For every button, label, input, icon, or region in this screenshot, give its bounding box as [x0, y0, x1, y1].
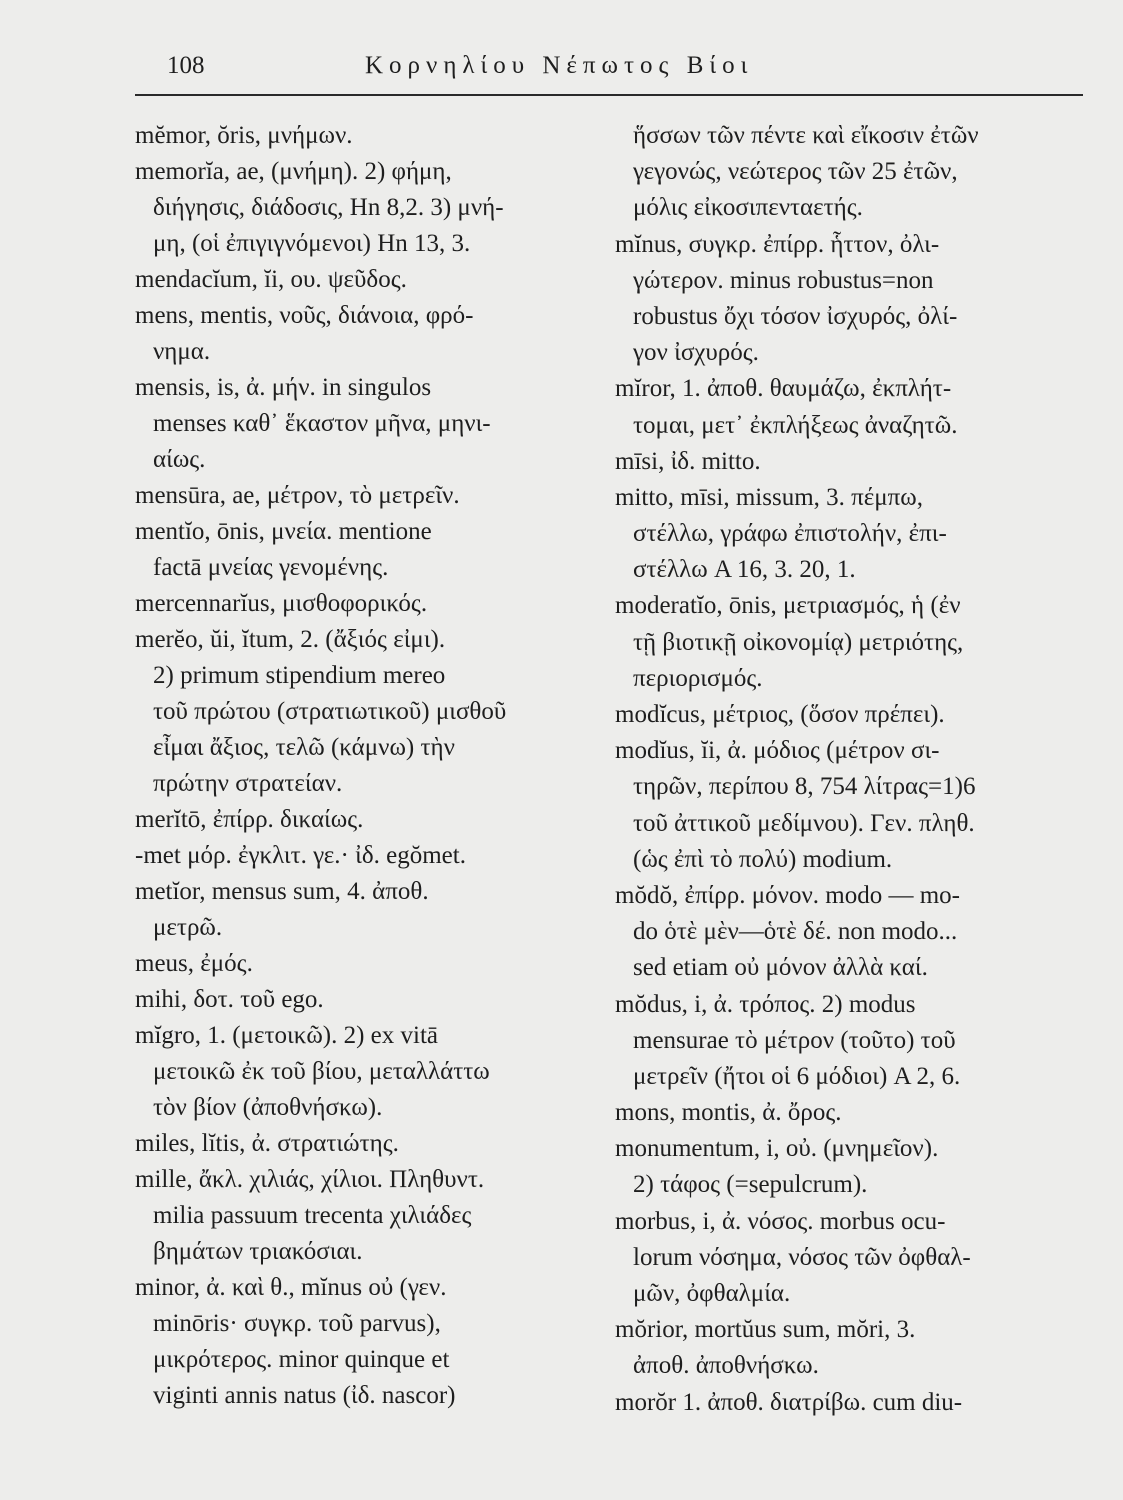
entry-continuation-line: μη, (οἱ ἐπιγιγνόμενοι) Hn 13, 3. [153, 230, 471, 257]
entry-headword-line: mens, mentis, νοῦς, διάνοια, φρό- [135, 302, 474, 329]
entry-headword-line: merĕo, ŭi, ĭtum, 2. (ἄξιός εἰμι). [135, 626, 446, 653]
entry-headword-line: merĭtō, ἐπίρρ. δικαίως. [135, 806, 364, 833]
entry-continuation-line: μόλις εἰκοσιπενταετής. [633, 194, 863, 222]
entry-continuation-line: μῶν, ὀφθαλμία. [633, 1280, 791, 1307]
entry-headword-line: mercennarĭus, μισθοφορικός. [135, 590, 428, 617]
entry-continuation-line: τομαι, μετ᾽ ἐκπλήξεως ἀναζητῶ. [633, 411, 958, 439]
entry-headword-line: meus, ἐμός. [135, 950, 253, 977]
entry-headword-line: morŏr 1. ἀποθ. διατρίβω. cum diu- [615, 1388, 963, 1416]
entry-continuation-line: ἀποθ. ἀποθνήσκω. [633, 1352, 819, 1380]
running-title: Κορνηλίου Νέπωτος Βίοι [365, 52, 754, 79]
entry-headword-line: mŏdus, i, ἀ. τρόπος. 2) modus [615, 990, 916, 1018]
page-number: 108 [167, 52, 205, 79]
entry-continuation-line: μετρῶ. [153, 914, 223, 941]
entry-continuation-line: do ὁτὲ μὲν—ὁτὲ δέ. non modo... [633, 918, 958, 946]
entry-continuation-line: milia passuum trecenta χιλιάδες [153, 1202, 472, 1229]
entry-continuation-line: γον ἰσχυρός. [633, 339, 759, 367]
entry-continuation-line: γεγονώς, νεώτερος τῶν 25 ἐτῶν, [633, 158, 958, 186]
entry-headword-line: miles, lĭtis, ἀ. στρατιώτης. [135, 1130, 399, 1157]
entry-continuation-line: sed etiam οὐ μόνον ἀλλὰ καί. [633, 954, 928, 982]
page-header [135, 46, 1083, 96]
entry-continuation-line: διήγησις, διάδοσις, Hn 8,2. 3) μνή- [153, 194, 504, 221]
entry-continuation-line: lorum νόσημα, νόσος τῶν ὀφθαλ- [633, 1243, 971, 1271]
entry-continuation-line: τὸν βίον (ἀποθνήσκω). [153, 1094, 383, 1121]
entry-continuation-line: στέλλω A 16, 3. 20, 1. [633, 556, 856, 584]
entry-continuation-line: εἶμαι ἄξιος, τελῶ (κάμνω) τὴν [153, 734, 455, 761]
entry-headword-line: morbus, i, ἀ. νόσος. morbus ocu- [615, 1207, 946, 1235]
entry-continuation-line: robustus ὄχι τόσον ἰσχυρός, ὀλί- [633, 302, 958, 330]
entry-continuation-line: 2) τάφος (=sepulcrum). [633, 1171, 868, 1199]
entry-headword-line: memorĭa, ae, (μνήμη). 2) φήμη, [135, 158, 452, 185]
entry-continuation-line: μετοικῶ ἐκ τοῦ βίου, μεταλλάττω [153, 1058, 490, 1085]
entry-continuation-line: μετρεῖν (ἤτοι οἱ 6 μόδιοι) A 2, 6. [633, 1062, 961, 1090]
entry-headword-line: mensis, is, ἀ. μήν. in singulos [135, 374, 432, 401]
entry-headword-line: mŏrior, mortŭus sum, mŏri, 3. [615, 1316, 916, 1344]
entry-continuation-line: ἥσσων τῶν πέντε καὶ εἴκοσιν ἐτῶν [633, 122, 979, 149]
entry-continuation-line: τηρῶν, περίπου 8, 754 λίτρας=1)6 [633, 773, 976, 801]
entry-headword-line: mentĭo, ōnis, μνεία. mentione [135, 518, 432, 545]
entry-headword-line: mīsi, ἰδ. mitto. [615, 447, 761, 475]
entry-headword-line: -met μόρ. ἐγκλιτ. γε.· ἰδ. egŏmet. [135, 842, 466, 869]
entry-continuation-line: τοῦ ἀττικοῦ μεδίμνου). Γεν. πληθ. [633, 809, 975, 837]
entry-headword-line: mĭgro, 1. (μετοικῶ). 2) ex vitā [135, 1022, 439, 1049]
entry-headword-line: metĭor, mensus sum, 4. ἀποθ. [135, 878, 429, 905]
entry-headword-line: mihi, δοτ. τοῦ ego. [135, 986, 324, 1013]
entry-continuation-line: περιορισμός. [633, 664, 763, 692]
entry-continuation-line: viginti annis natus (ἰδ. nascor) [153, 1382, 456, 1409]
entry-continuation-line: factā μνείας γενομένης. [153, 554, 389, 581]
entry-headword-line: mendacĭum, ĭi, ου. ψεῦδος. [135, 266, 407, 293]
entry-headword-line: mitto, mīsi, missum, 3. πέμπω, [615, 483, 923, 511]
entry-headword-line: monumentum, i, οὐ. (μνημεῖον). [615, 1135, 939, 1163]
entry-headword-line: modĭus, ĭi, ἀ. μόδιος (μέτρον σι- [615, 737, 940, 765]
entry-headword-line: minor, ἀ. καὶ θ., mĭnus οὐ (γεν. [135, 1274, 447, 1301]
entry-continuation-line: βημάτων τριακόσιαι. [153, 1238, 363, 1265]
entry-continuation-line: μικρότερος. minor quinque et [153, 1346, 450, 1373]
entry-headword-line: mensūra, ae, μέτρον, τὸ μετρεῖν. [135, 482, 460, 509]
entry-continuation-line: (ὡς ἐπὶ τὸ πολύ) modium. [633, 845, 893, 873]
entry-headword-line: mille, ἄκλ. χιλιάς, χίλιοι. Πληθυντ. [135, 1166, 485, 1193]
entry-headword-line: moderatĭo, ōnis, μετριασμός, ἡ (ἐν [615, 592, 961, 620]
entry-continuation-line: mensurae τὸ μέτρον (τοῦτο) τοῦ [633, 1026, 956, 1054]
entry-headword-line: modĭcus, μέτριος, (ὅσον πρέπει). [615, 701, 945, 728]
entry-headword-line: mĭnus, συγκρ. ἐπίρρ. ἧττον, ὀλι- [615, 230, 940, 258]
entry-continuation-line: νημα. [153, 338, 211, 365]
entry-continuation-line: πρώτην στρατείαν. [153, 770, 343, 797]
entry-continuation-line: 2) primum stipendium mereo [153, 662, 446, 689]
entry-continuation-line: γώτερον. minus robustus=non [633, 266, 934, 294]
entry-headword-line: mĭror, 1. ἀποθ. θαυμάζω, ἐκπλήτ- [615, 375, 952, 403]
entry-headword-line: mŏdŏ, ἐπίρρ. μόνον. modo — mo- [615, 881, 960, 909]
entry-continuation-line: αίως. [153, 446, 206, 473]
entry-continuation-line: minōris· συγκρ. τοῦ parvus), [153, 1310, 441, 1337]
entry-headword-line: mons, montis, ἀ. ὄρος. [615, 1099, 842, 1127]
entry-continuation-line: menses καθ᾽ ἕκαστον μῆνα, μηνι- [153, 410, 491, 437]
entry-continuation-line: τῇ βιοτικῇ οἰκονομίᾳ) μετριότης, [633, 628, 964, 656]
right-column [615, 118, 1085, 1421]
left-column [135, 118, 580, 1414]
entry-continuation-line: τοῦ πρώτου (στρατιωτικοῦ) μισθοῦ [153, 698, 507, 725]
entry-continuation-line: στέλλω, γράφω ἐπιστολήν, ἐπι- [633, 520, 947, 548]
entry-headword-line: mĕmor, ŏris, μνήμων. [135, 122, 353, 149]
